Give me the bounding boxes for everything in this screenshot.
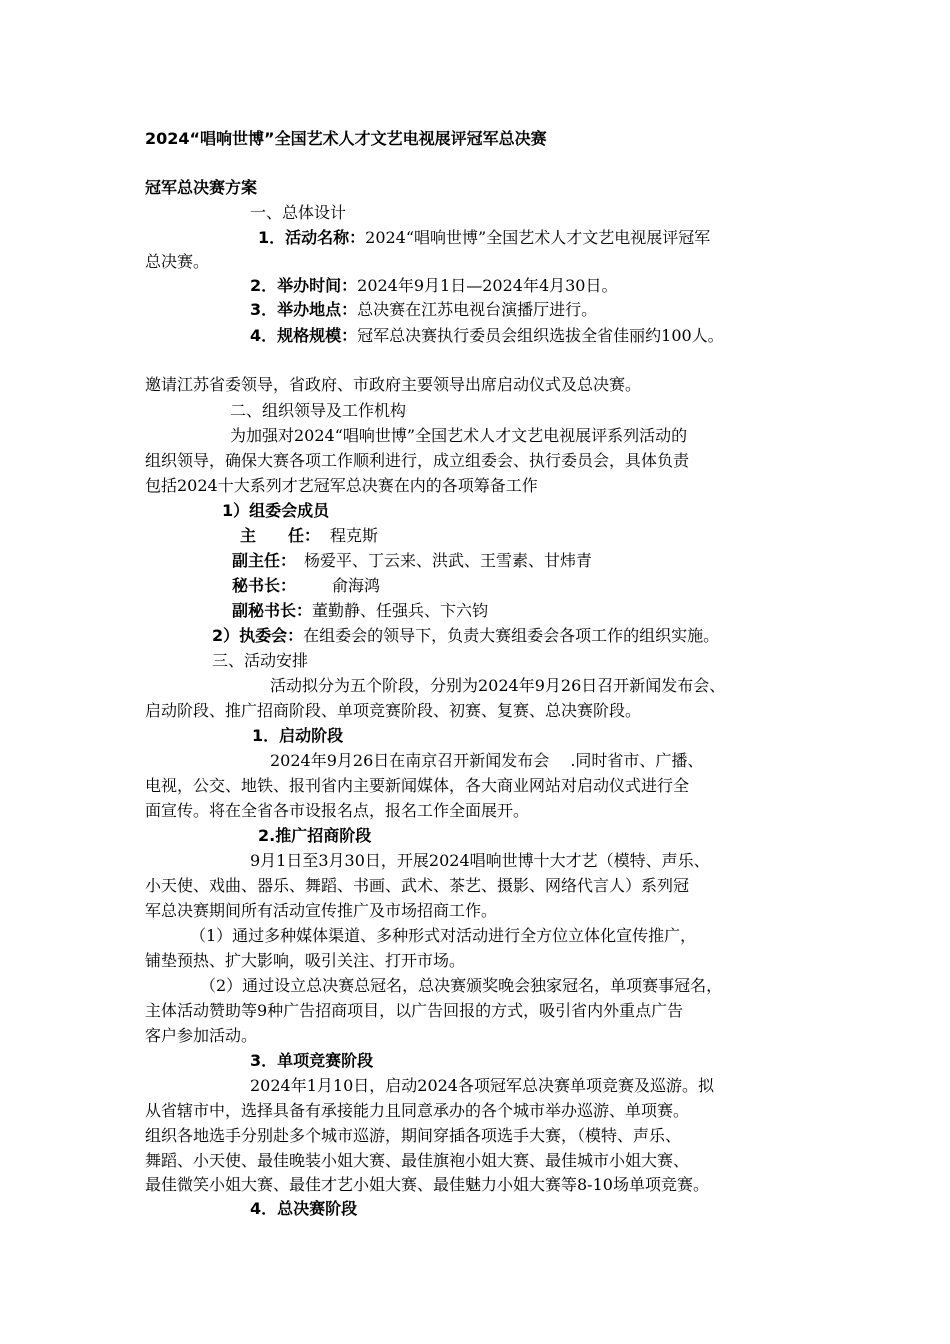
member-role: 副主任： — [232, 551, 297, 570]
paragraph-line: 舞蹈、小天使、最佳晚装小姐大赛、最佳旗袍小姐大赛、最佳城市小姐大赛、 — [145, 1151, 690, 1170]
item-label: 4．规格规模： — [250, 326, 358, 345]
section-heading-3: 三、活动安排 — [212, 651, 309, 670]
paragraph-line: 电视，公交、地铁、报刊省内主要新闻媒体，各大商业网站对启动仪式进行全 — [145, 776, 690, 795]
paragraph-line: 总决赛。 — [145, 252, 210, 271]
member-role: 秘书长： — [232, 576, 297, 595]
stage-heading-2: 2.推广招商阶段 — [258, 826, 372, 845]
paragraph-line: 最佳微笑小姐大赛、最佳才艺小姐大赛、最佳魅力小姐大赛等8-10场单项竞赛。 — [145, 1175, 709, 1194]
paragraph-line: 为加强对2024“唱响世博”全国艺术人才文艺电视展评系列活动的 — [230, 426, 688, 445]
paragraph-line: 活动拟分为五个阶段，分别为2024年9月26日召开新闻发布会、 — [270, 676, 726, 695]
member-row — [232, 574, 380, 598]
member-names: 程克斯 — [330, 526, 379, 545]
member-names: 董勤静、任强兵、卞六钧 — [312, 601, 489, 620]
member-names: 杨爱平、丁云来、洪武、王雪素、甘炜青 — [304, 551, 593, 570]
paragraph-line: 从省辖市中，选择具备有承接能力且同意承办的各个城市举办巡游、单项赛。 — [145, 1101, 690, 1120]
member-row — [232, 549, 592, 573]
paragraph-line: （1）通过多种媒体渠道、多种形式对活动进行全方位立体化宣传推广， — [190, 926, 697, 945]
plan-title: 冠军总决赛方案 — [145, 178, 258, 197]
member-role: 主 任： — [240, 526, 321, 545]
item-text: 2024年9月1日—2024年4月30日。 — [357, 276, 618, 295]
paragraph-line: 2024年9月26日在南京召开新闻发布会 .同时省市、广播、 — [270, 751, 704, 770]
member-row — [232, 599, 488, 623]
paragraph-line: 邀请江苏省委领导，省政府、市政府主要领导出席启动仪式及总决赛。 — [145, 375, 642, 394]
document-title: 2024“唱响世博”全国艺术人才文艺电视展评冠军总决赛 — [145, 129, 547, 148]
stage-heading-4: 4．总决赛阶段 — [250, 1199, 358, 1218]
item-text: 总决赛在江苏电视台演播厅进行。 — [357, 300, 598, 319]
item-label: 1．活动名称： — [258, 228, 366, 247]
item-text: 冠军总决赛执行委员会组织选拔全省佳丽约100人。 — [357, 326, 724, 345]
item-time — [250, 274, 617, 298]
item-text: 在组委会的领导下，负责大赛组委会各项工作的组织实施。 — [303, 626, 720, 645]
item-activity-name — [258, 226, 710, 250]
member-row — [240, 524, 378, 548]
paragraph-line: 2024年1月10日，启动2024各项冠军总决赛单项竞赛及巡游。拟 — [250, 1076, 714, 1095]
stage-heading-1: 1．启动阶段 — [252, 726, 344, 745]
member-role: 副秘书长： — [232, 601, 313, 620]
item-label: 2．举办时间： — [250, 276, 358, 295]
paragraph-line: （2）通过设立总决赛总冠名，总决赛颁奖晚会独家冠名，单项赛事冠名， — [200, 976, 723, 995]
member-names: 俞海鸿 — [332, 576, 381, 595]
item-place — [250, 298, 597, 322]
paragraph-line: 9月1日至3月30日，开展2024唱响世博十大才艺（模特、声乐、 — [250, 851, 710, 870]
paragraph-line: 组织各地选手分别赴多个城市巡游，期间穿插各项选手大赛，（模特、声乐、 — [145, 1126, 682, 1145]
paragraph-line: 启动阶段、推广招商阶段、单项竞赛阶段、初赛、复赛、总决赛阶段。 — [145, 701, 642, 720]
paragraph-line: 包括2024十大系列才艺冠军总决赛在内的各项筹备工作 — [145, 476, 538, 495]
section-heading-1: 一、总体设计 — [250, 203, 347, 222]
paragraph-line: 铺垫预热、扩大影响，吸引关注、打开市场。 — [145, 951, 466, 970]
item-label: 3．举办地点： — [250, 300, 358, 319]
item-label: 2）执委会： — [212, 626, 304, 645]
paragraph-line: 军总决赛期间所有活动宣传推广及市场招商工作。 — [145, 901, 498, 920]
paragraph-line: 面宣传。将在全省各市设报名点，报名工作全面展开。 — [145, 801, 530, 820]
paragraph-line: 组织领导，确保大赛各项工作顺利进行，成立组委会、执行委员会，具体负责 — [145, 451, 690, 470]
subheading-executive — [212, 624, 719, 648]
item-text: 2024“唱响世博”全国艺术人才文艺电视展评冠军 — [365, 228, 711, 247]
paragraph-line: 客户参加活动。 — [145, 1026, 258, 1045]
paragraph-line: 主体活动赞助等9种广告招商项目，以广告回报的方式，吸引省内外重点广告 — [145, 1001, 684, 1020]
item-scale — [250, 324, 724, 348]
stage-heading-3: 3．单项竞赛阶段 — [250, 1051, 374, 1070]
subheading-committee: 1）组委会成员 — [222, 501, 330, 520]
paragraph-line: 小天使、戏曲、器乐、舞蹈、书画、武术、茶艺、摄影、网络代言人）系列冠 — [145, 876, 690, 895]
section-heading-2: 二、组织领导及工作机构 — [230, 401, 407, 420]
